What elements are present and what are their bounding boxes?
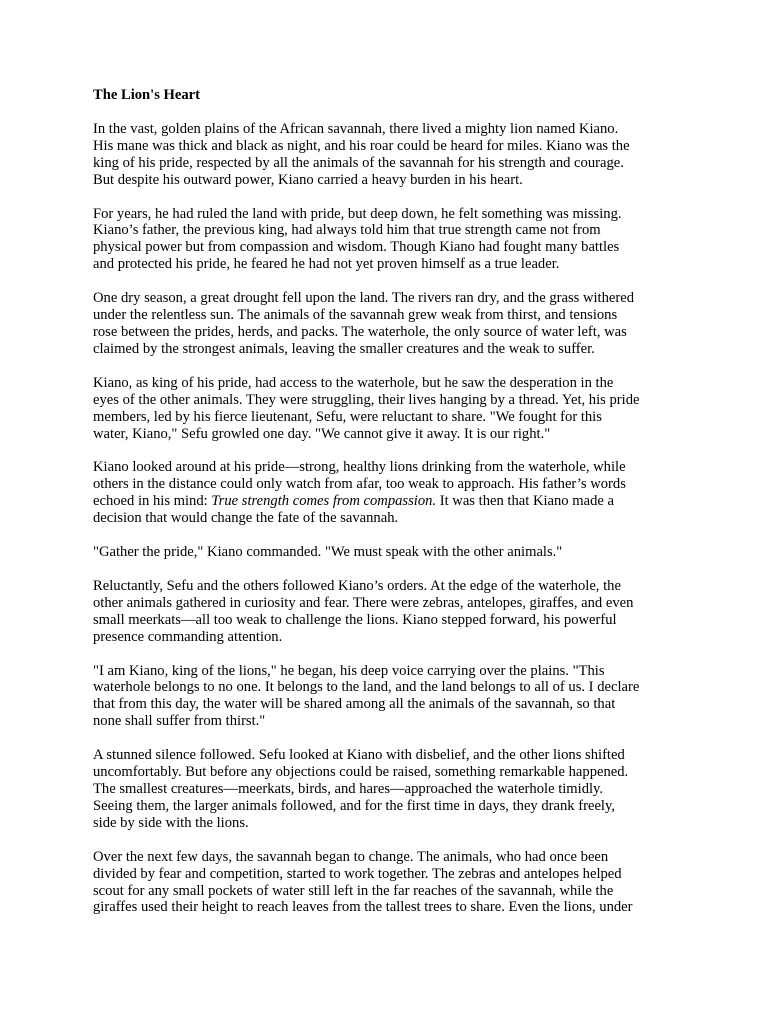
paragraph [93, 849, 683, 917]
paragraph [93, 206, 683, 274]
text-line: Reluctantly, Sefu and the others followed Kiano’s orders. At the edge of the waterhole, the [93, 577, 621, 594]
text-line: "I am Kiano, king of the lions," he began, his deep voice carrying over the plains. "This [93, 662, 605, 679]
text-line: Seeing them, the larger animals followed, and for the first time in days, they drank freely, [93, 797, 615, 814]
paragraph [93, 290, 683, 358]
text-line: presence commanding attention. [93, 628, 283, 645]
text-run: echoed in his mind: [93, 493, 212, 510]
text-line: decision that would change the fate of the savannah. [93, 510, 399, 527]
text-line: physical power but from compassion and wisdom. Though Kiano had fought many battles [93, 239, 620, 256]
text-line: other animals gathered in curiosity and fear. There were zebras, antelopes, giraffes, and even [93, 594, 634, 611]
text-line: Kiano, as king of his pride, had access to the waterhole, but he saw the desperation in the [93, 374, 614, 391]
text-line: none shall suffer from thirst." [93, 713, 266, 730]
paragraph [93, 459, 683, 527]
text-line: His mane was thick and black as night, and his roar could be heard for miles. Kiano was the [93, 137, 630, 154]
text-line: For years, he had ruled the land with pride, but deep down, he felt something was missing. [93, 205, 622, 222]
text-line: side by side with the lions. [93, 814, 249, 831]
paragraph [93, 663, 683, 731]
text-line: members, led by his fierce lieutenant, Sefu, were reluctant to share. "We fought for this [93, 408, 602, 425]
text-line: Kiano’s father, the previous king, had always told him that true strength came not from [93, 222, 601, 239]
document-title: The Lion's Heart [93, 87, 201, 103]
text-line: small meerkats—all too weak to challenge the lions. Kiano stepped forward, his powerful [93, 611, 617, 628]
text-line: Over the next few days, the savannah began to change. The animals, who had once been [93, 848, 609, 865]
text-line: that from this day, the water will be shared among all the animals of the savannah, so that [93, 696, 616, 713]
text-line-with-italic [93, 493, 683, 510]
text-line: uncomfortably. But before any objections could be raised, something remarkable happened. [93, 764, 629, 781]
text-line: claimed by the strongest animals, leaving the smaller creatures and the weak to suffer. [93, 340, 595, 357]
text-line: waterhole belongs to no one. It belongs to the land, and the land belongs to all of us. I declare [93, 679, 640, 696]
italic-quote: True strength comes from compassion. [211, 493, 437, 510]
text-line: others in the distance could only watch from afar, too weak to approach. His father’s words [93, 476, 626, 493]
text-line: water, Kiano," Sefu growled one day. "We cannot give it away. It is our right." [93, 425, 551, 442]
text-line: scout for any small pockets of water still left in the far reaches of the savannah, while the [93, 882, 614, 899]
paragraph [93, 578, 683, 646]
text-line: rose between the prides, herds, and packs. The waterhole, the only source of water left, was [93, 323, 627, 340]
text-line: The smallest creatures—meerkats, birds, and hares—approached the waterhole timidly. [93, 781, 604, 797]
paragraph [93, 747, 683, 832]
text-line: giraffes used their height to reach leaves from the tallest trees to share. Even the lions, under [93, 899, 633, 916]
text-line: One dry season, a great drought fell upon the land. The rivers ran dry, and the grass withered [93, 290, 635, 307]
text-line: divided by fear and competition, started to work together. The zebras and antelopes helped [93, 865, 622, 882]
text-line: king of his pride, respected by all the animals of the savannah for his strength and courage. [93, 154, 624, 171]
text-line: "Gather the pride," Kiano commanded. "We must speak with the other animals." [93, 544, 563, 561]
text-run: It was then that Kiano made a [436, 493, 614, 510]
text-line: A stunned silence followed. Sefu looked at Kiano with disbelief, and the other lions shifted [93, 747, 625, 764]
paragraph [93, 544, 683, 561]
text-line: But despite his outward power, Kiano carried a heavy burden in his heart. [93, 171, 523, 188]
text-line: eyes of the other animals. They were struggling, their lives hanging by a thread. Yet, his pride [93, 391, 640, 408]
document-page [93, 87, 683, 933]
text-line: Kiano looked around at his pride—strong, healthy lions drinking from the waterhole, while [93, 459, 626, 476]
paragraph [93, 121, 683, 189]
text-line: under the relentless sun. The animals of the savannah grew weak from thirst, and tensions [93, 307, 618, 324]
text-line: In the vast, golden plains of the African savannah, there lived a mighty lion named Kiano. [93, 120, 619, 137]
paragraph [93, 375, 683, 443]
text-line: and protected his pride, he feared he had not yet proven himself as a true leader. [93, 256, 560, 273]
